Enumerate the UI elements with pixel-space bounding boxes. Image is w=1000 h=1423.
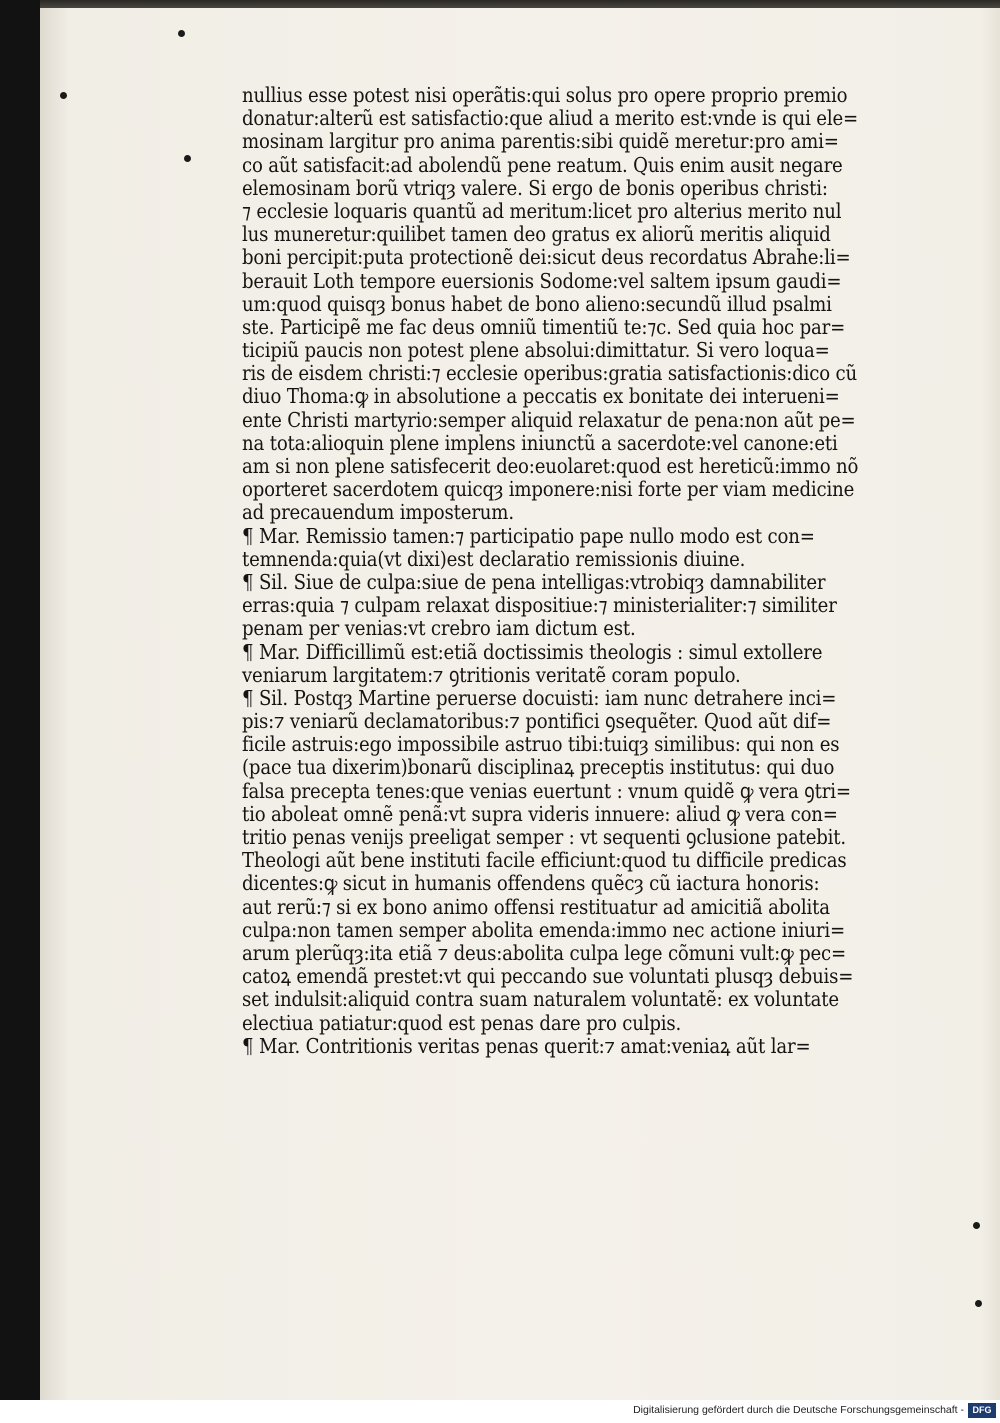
text-line: tritio penas venijs preeligat semper : vt sequenti ꝯclusione patebit. <box>242 825 846 849</box>
text-line: Theologi aũt bene instituti facile efficiunt:quod tu difficile predicas <box>242 848 847 873</box>
footer-credit: Digitalisierung gefördert durch die Deutsche Forschungsgemeinschaft - <box>633 1404 964 1416</box>
text-line: veniarum largitatem:⁊ ꝯtritionis veritatẽ coram populo. <box>242 662 741 687</box>
text-line: donatur:alterũ est satisfactio:que aliud a merito est:vnde is qui ele= <box>242 106 859 131</box>
text-line: elemosinam borũ vtriqȝ valere. Si ergo de bonis operibus christi: <box>242 175 828 200</box>
text-line: aut rerũ:⁊ si ex bono animo offensi restituatur ad amicitiã abolita <box>242 894 830 919</box>
text-line: boni percipit:puta protectionẽ dei:sicut deus recordatus Abrahe:li= <box>242 245 851 270</box>
text-line: ris de eisdem christi:⁊ ecclesie operibus:gratia satisfactionis:dico cũ <box>242 361 857 386</box>
text-line: ticipiũ paucis non potest plene absolui:dimittatur. Si vero loqua= <box>242 338 830 363</box>
text-line: mosinam largitur pro anima parentis:sibi quidẽ meretur:pro ami= <box>242 129 839 154</box>
text-line: (pace tua dixerim)bonarũ disciplinaꝝ preceptis institutus: qui duo <box>242 755 835 780</box>
text-line: um:quod quisqȝ bonus habet de bono alieno:secundũ illud psalmi <box>242 291 832 316</box>
text-line: ¶ Sil. Siue de culpa:siue de pena intelligas:vtrobiqȝ damnabiliter <box>242 569 826 594</box>
text-line: diuo Thoma:ꝙ in absolutione a peccatis ex bonitate dei interueni= <box>242 384 840 409</box>
ink-spot <box>975 1300 982 1307</box>
text-line: ad precauendum imposterum. <box>242 500 514 525</box>
ink-spot <box>973 1222 980 1229</box>
text-line: nullius esse potest nisi operãtis:qui solus pro opere proprio premio <box>242 83 848 107</box>
text-line: erras:quia ⁊ culpam relaxat dispositiue:⁊ ministerialiter:⁊ similiter <box>242 593 837 618</box>
text-line: oporteret sacerdotem quicqȝ imponere:nisi forte per viam medicine <box>242 477 855 502</box>
text-line: culpa:non tamen semper abolita emenda:immo nec actione iniuri= <box>242 917 846 942</box>
text-line: na tota:alioquin plene implens iniunctũ a sacerdote:vel canone:eti <box>242 430 838 455</box>
footer-bar <box>0 1400 1000 1423</box>
text-line: catoꝝ emendã prestet:vt qui peccando sue voluntati plusqȝ debuis= <box>242 964 854 989</box>
text-line: arum plerũqȝ:ita etiã ⁊ deus:abolita culpa lege cõmuni vult:ꝙ pec= <box>242 940 847 965</box>
text-line: penam per venias:vt crebro iam dictum est. <box>242 616 636 641</box>
text-line: ¶ Mar. Contritionis veritas penas querit:⁊ amat:veniaꝝ aũt lar= <box>242 1033 811 1058</box>
ink-spot <box>60 92 67 99</box>
scan-border-top <box>40 0 1000 8</box>
text-line: set indulsit:aliquid contra suam naturalem voluntatẽ: ex voluntate <box>242 987 839 1012</box>
dfg-logo: DFG <box>968 1403 996 1418</box>
text-line: tio aboleat omnẽ penã:vt supra videris innuere: aliud ꝙ vera con= <box>242 801 838 826</box>
text-line: ¶ Mar. Remissio tamen:⁊ participatio pape nullo modo est con= <box>242 523 815 548</box>
ink-spot <box>178 30 185 37</box>
text-line: dicentes:ꝙ sicut in humanis offendens quẽcȝ cũ iactura honoris: <box>242 871 820 896</box>
text-line: berauit Loth tempore euersionis Sodome:vel saltem ipsum gaudi= <box>242 268 842 293</box>
ink-spot <box>184 155 191 162</box>
text-line: ¶ Sil. Postqȝ Martine peruerse docuisti: iam nunc detrahere inci= <box>242 685 837 710</box>
text-line: electiua patiatur:quod est penas dare pro culpis. <box>242 1010 682 1035</box>
text-line: falsa precepta tenes:que venias euertunt : vnum quidẽ ꝙ vera ꝯtri= <box>242 778 851 803</box>
text-line: pis:⁊ veniarũ declamatoribus:⁊ pontifici ꝯsequẽter. Quod aũt dif= <box>242 709 832 734</box>
text-block <box>242 84 958 1058</box>
text-line: ste. Participẽ me fac deus omniũ timentiũ te:⁊c. Sed quia hoc par= <box>242 314 846 339</box>
text-line: am si non plene satisfecerit deo:euolaret:quod est hereticũ:immo nõ <box>242 454 859 478</box>
text-line: lus muneretur:quilibet tamen deo gratus ex aliorũ meritis aliquid <box>242 222 831 247</box>
text-line: ficile astruis:ego impossibile astruo tibi:tuiqȝ similibus: qui non es <box>242 732 840 757</box>
text-line: ente Christi martyrio:semper aliquid relaxatur de pena:non aũt pe= <box>242 407 856 432</box>
text-line: temnenda:quia(vt dixi)est declaratio remissionis diuine. <box>242 546 746 571</box>
text-line: ¶ Mar. Difficillimũ est:etiã doctissimis theologis : simul extollere <box>242 639 823 664</box>
text-line: ⁊ ecclesie loquaris quantũ ad meritum:licet pro alterius merito nul <box>242 198 842 223</box>
scan-border-left <box>0 0 40 1400</box>
text-line: co aũt satisfacit:ad abolendũ pene reatum. Quis enim ausit negare <box>242 152 843 177</box>
